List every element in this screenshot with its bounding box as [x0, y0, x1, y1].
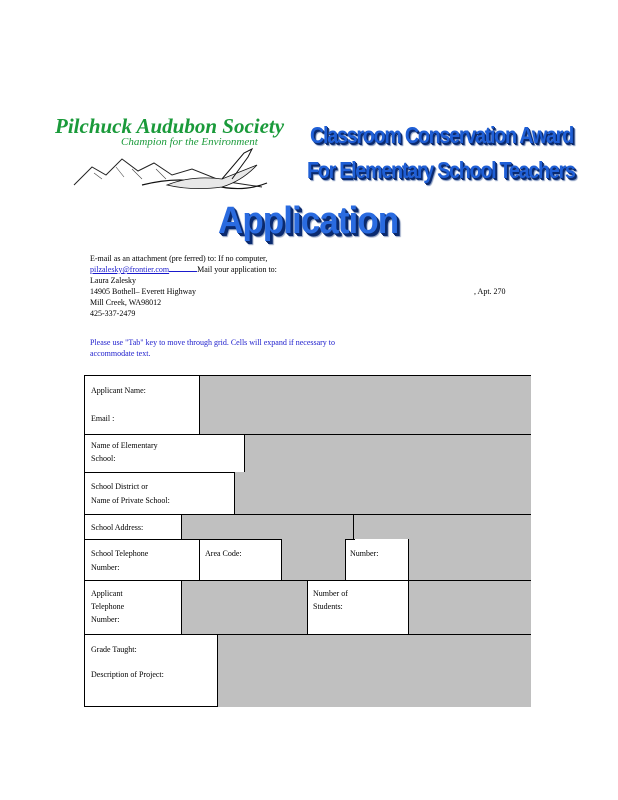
num-students-label-2: Students:: [313, 602, 343, 611]
school-address-label: School Address:: [91, 523, 144, 532]
applicant-name-label: Applicant Name:: [91, 386, 146, 395]
grade-project-input[interactable]: [218, 635, 531, 707]
school-name-label-2: School:: [91, 454, 116, 463]
school-name-input[interactable]: [245, 435, 531, 472]
contact-name: Laura Zalesky: [90, 276, 136, 285]
applicant-phone-input[interactable]: [182, 581, 308, 634]
grade-taught-label: Grade Taught:: [91, 645, 137, 654]
district-label-2: Name of Private School:: [91, 496, 170, 505]
school-district-input[interactable]: [235, 472, 531, 514]
email-label: Email :: [91, 414, 115, 423]
heron-mountain-logo: [72, 145, 272, 197]
instructions-line2: accommodate text.: [90, 349, 151, 358]
instructions-line1: Please use "Tab" key to move through grid. Cells will expand if necessary to: [90, 338, 336, 347]
contact-phone: 425-337-2479: [90, 309, 136, 318]
area-code-label: Area Code:: [205, 549, 242, 558]
email-underline: [169, 271, 197, 272]
applicant-phone-label-1: Applicant: [91, 589, 123, 598]
number-label: Number:: [350, 549, 379, 558]
school-address-input-2[interactable]: [354, 515, 531, 539]
email-link[interactable]: pilzalesky@frontier.com: [90, 265, 170, 274]
page-title: Application: [218, 200, 399, 242]
school-phone-label-1: School Telephone: [91, 549, 149, 558]
district-label-1: School District or: [91, 482, 148, 491]
num-students-input[interactable]: [409, 581, 531, 634]
contact-street: 14905 Bothell– Everett Highway: [90, 287, 196, 296]
contact-apt: , Apt. 270: [474, 287, 506, 296]
application-form-grid: [84, 375, 531, 707]
contact-line1: E-mail as an attachment (pre ferred) to: If no computer,: [90, 254, 268, 263]
award-title-line2: For Elementary School Teachers: [307, 157, 575, 183]
applicant-phone-label-3: Number:: [91, 615, 120, 624]
org-tagline: Champion for the Environment: [121, 136, 258, 148]
applicant-name-input[interactable]: [200, 376, 531, 434]
school-address-input[interactable]: [182, 515, 353, 539]
applicant-phone-label-2: Telephone: [91, 602, 125, 611]
org-name: Pilchuck Audubon Society: [55, 114, 285, 138]
project-desc-label: Description of Project:: [91, 670, 164, 679]
num-students-label-1: Number of: [313, 589, 348, 598]
contact-city: Mill Creek, WA98012: [90, 298, 162, 307]
area-code-input[interactable]: [281, 539, 345, 580]
mail-text: Mail your application to:: [197, 265, 277, 274]
award-title-line1: Classroom Conservation Award: [310, 122, 573, 148]
email-row: [90, 265, 277, 274]
school-phone-label-2: Number:: [91, 563, 120, 572]
school-name-label-1: Name of Elementary: [91, 441, 158, 450]
school-number-input[interactable]: [409, 539, 531, 580]
